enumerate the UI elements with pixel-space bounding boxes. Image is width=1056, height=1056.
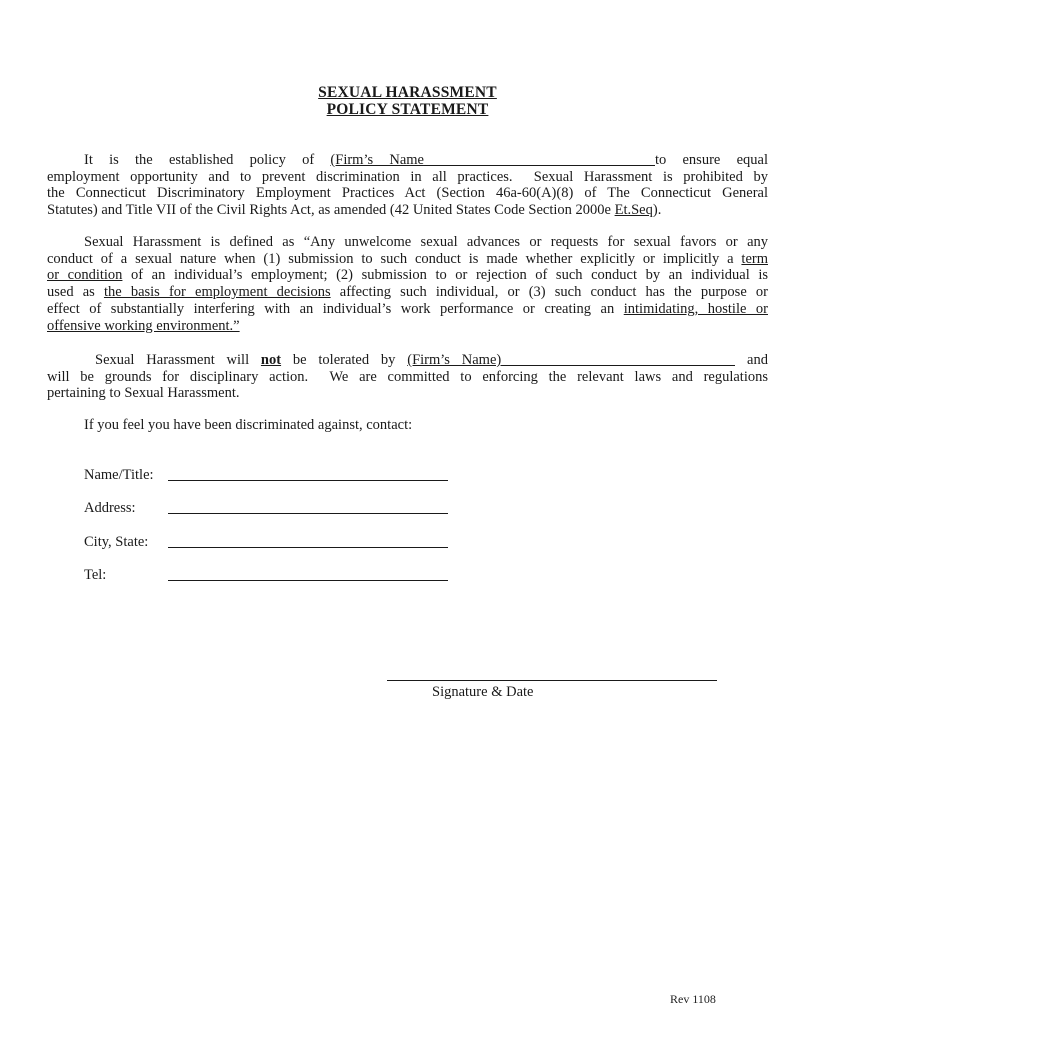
- signature-label: Signature & Date: [432, 684, 534, 700]
- text-run: be tolerated by: [281, 352, 408, 368]
- text-run: of an individual’s employment; (2) submission to or rejection of such conduct by an individual is: [122, 267, 768, 284]
- text-run: (Firm’s Name: [330, 152, 424, 168]
- form-row-city-state: [47, 533, 768, 566]
- text-run: or condition: [47, 267, 123, 284]
- signature-blank-line: [387, 666, 717, 681]
- text-run: the Connecticut Discriminatory Employment Practices Act (Section 46a-60(A)(8) of The Connecticut General: [47, 185, 768, 202]
- text-line: [47, 318, 768, 335]
- text-line: [47, 301, 768, 318]
- address-blank: [168, 499, 448, 514]
- name-title-blank: [168, 466, 448, 481]
- text-run: not: [260, 352, 282, 368]
- text-run: pertaining to Sexual Harassment.: [47, 385, 240, 402]
- text-line: [47, 351, 768, 369]
- fill-in-blank: [424, 151, 655, 166]
- text-line: [47, 251, 768, 268]
- city-state-blank: [168, 533, 448, 548]
- text-run: Et.Seq: [614, 202, 653, 219]
- text-run: Sexual Harassment will: [95, 352, 261, 368]
- revision-footer: Rev 1108: [670, 992, 716, 1006]
- contact-prompt: If you feel you have been discriminated against, contact:: [84, 417, 413, 433]
- text-run: intimidating, hostile or: [623, 300, 768, 317]
- form-row-address: [47, 499, 768, 532]
- text-run: It is the established policy of: [84, 152, 331, 168]
- definition-paragraph: [47, 234, 768, 334]
- text-run: offensive working environment.”: [47, 317, 240, 334]
- text-run: to ensure equal: [654, 152, 768, 168]
- text-run: term: [741, 250, 768, 267]
- text-run: employment opportunity and to prevent discrimination in all practices. Sexual Harassment is prohibited by: [47, 168, 768, 185]
- document-title: [47, 84, 768, 118]
- name-title-label: Name/Title:: [84, 467, 154, 483]
- text-line: [47, 234, 768, 251]
- address-label: Address:: [84, 500, 136, 517]
- title-line-2: POLICY STATEMENT: [326, 101, 489, 118]
- text-run: Sexual Harassment is defined as “Any unwelcome sexual advances or requests for sexual favors or any: [84, 234, 768, 250]
- tel-label: Tel:: [84, 567, 107, 584]
- text-run: used as: [47, 284, 104, 301]
- tel-blank: [168, 566, 448, 581]
- text-run: the basis for employment decisions: [103, 284, 331, 301]
- text-line: [47, 284, 768, 301]
- form-row-name-title: [47, 466, 768, 499]
- text-run: (Firm’s Name): [407, 352, 502, 368]
- city-state-label: City, State:: [84, 533, 149, 550]
- text-run: affecting such individual, or (3) such conduct has the purpose or: [330, 284, 768, 301]
- text-line: [47, 267, 768, 284]
- text-line: [47, 369, 768, 386]
- text-line: [47, 169, 768, 186]
- contact-form: [47, 466, 768, 600]
- title-line-1: SEXUAL HARASSMENT: [318, 84, 497, 101]
- tolerance-paragraph: [47, 351, 768, 402]
- text-line: [47, 185, 768, 202]
- text-line: [47, 151, 768, 169]
- text-run: will be grounds for disciplinary action. We are committed to enforcing the relevant laws and regulations: [47, 368, 768, 385]
- text-run: effect of substantially interfering with an individual’s work performance or creating an: [47, 300, 624, 317]
- policy-paragraph: [47, 151, 768, 219]
- text-run: Statutes) and Title VII of the Civil Rights Act, as amended (42 United States Code Section 2000e: [47, 202, 615, 219]
- text-line: [47, 202, 768, 219]
- text-run: and: [735, 352, 768, 368]
- text-run: ).: [652, 202, 662, 219]
- fill-in-blank: [501, 351, 735, 366]
- form-row-tel: [47, 566, 768, 599]
- text-run: conduct of a sexual nature when (1) submission to such conduct is made whether explicitly or implicitly a: [47, 250, 742, 267]
- text-line: [47, 385, 768, 402]
